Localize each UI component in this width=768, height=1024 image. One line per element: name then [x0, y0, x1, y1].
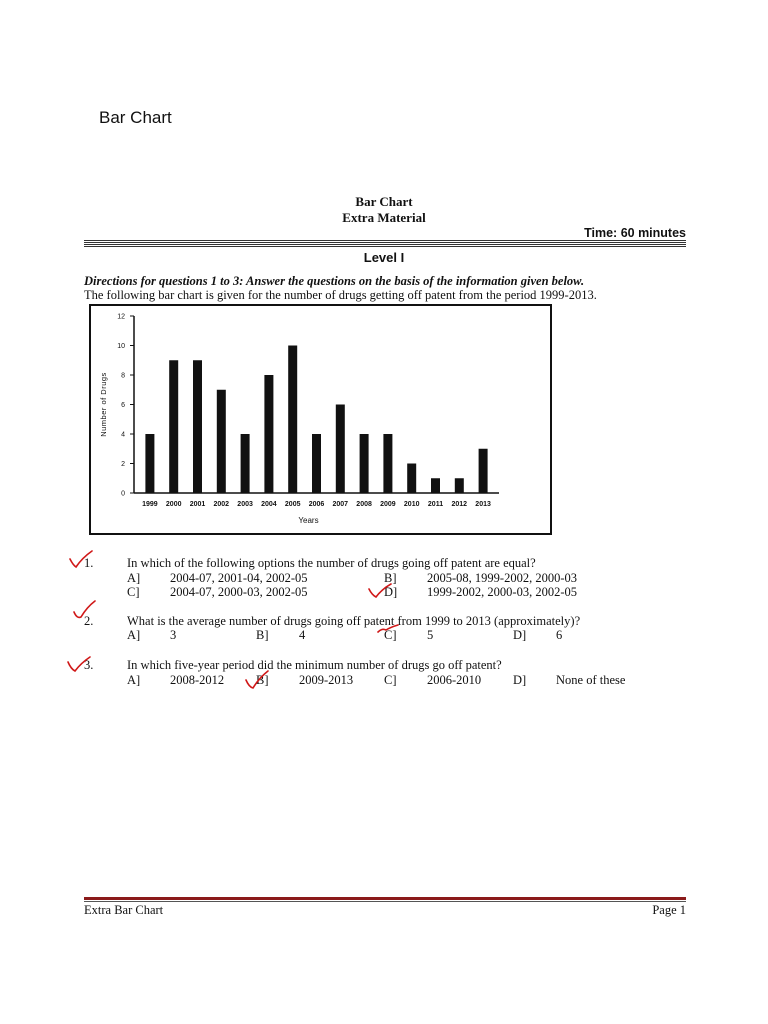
question-text: What is the average number of drugs going off patent from 1999 to 2013 (approximately)?: [127, 614, 581, 628]
directions-text: Directions for questions 1 to 3: Answer the questions on the basis of the information given below.: [84, 274, 585, 288]
bar-2010: [407, 464, 416, 494]
footer-rule: [84, 901, 686, 902]
header-rule: [84, 242, 686, 243]
x-tick-label: 2009: [380, 501, 396, 508]
x-tick-label: 2002: [213, 501, 230, 508]
y-tick-label: 4: [121, 431, 125, 439]
bar-2012: [455, 478, 464, 493]
y-tick-label: 8: [121, 372, 125, 380]
checkmark-icon: [66, 655, 92, 675]
x-tick-label: 2007: [332, 501, 349, 508]
bar-2005: [288, 346, 297, 494]
option-letter: D]: [513, 628, 527, 642]
y-tick-label: 6: [121, 402, 125, 409]
x-tick-label: 2001: [189, 501, 206, 508]
bar-2007: [336, 405, 345, 494]
header-rule: [84, 240, 686, 241]
x-tick-label: 1999: [142, 501, 158, 508]
checkmark-icon: [68, 550, 94, 570]
y-tick-label: 10: [117, 343, 125, 350]
x-tick-label: 2000: [165, 501, 182, 508]
option-text: 2005-08, 1999-2002, 2000-03: [427, 571, 577, 585]
option-text: 4: [299, 628, 306, 642]
header-rule: [84, 246, 686, 247]
bar-2001: [193, 360, 202, 493]
option-text: 2009-2013: [299, 673, 354, 687]
question-text: In which of the following options the number of drugs going off patent are equal?: [127, 556, 536, 570]
option-letter: C]: [384, 673, 397, 687]
x-tick-label: 2005: [284, 501, 301, 508]
footer-title: Extra Bar Chart: [84, 903, 164, 917]
page-number: Page 1: [652, 903, 686, 917]
option-text: 1999-2002, 2000-03, 2002-05: [427, 585, 577, 599]
bar-2004: [264, 375, 273, 493]
bar-2002: [217, 390, 226, 493]
document-title: [0, 194, 768, 226]
question-number: 2.: [84, 614, 94, 628]
checkmark-icon: [367, 581, 393, 601]
question-text: In which five-year period did the minimum number of drugs go off patent?: [127, 658, 502, 672]
bar-chart-svg: [91, 306, 550, 533]
y-axis-label: Number of Drugs: [99, 372, 108, 437]
option-text: 3: [170, 628, 177, 642]
x-tick-label: 2003: [237, 501, 253, 508]
question-number: 1.: [84, 556, 94, 570]
option-letter: A]: [127, 628, 141, 642]
option-letter: D]: [384, 585, 398, 599]
x-tick-label: 2008: [356, 501, 372, 508]
option-letter: B]: [256, 628, 269, 642]
bar-2003: [241, 434, 250, 493]
bar-2000: [169, 360, 178, 493]
option-letter: B]: [256, 673, 269, 687]
bar-2008: [360, 434, 369, 493]
document-subtitle: Extra Material: [342, 210, 426, 225]
document-title-line: Bar Chart: [355, 194, 413, 209]
page-heading: Bar Chart: [99, 108, 172, 127]
bar-2011: [431, 478, 440, 493]
option-letter: A]: [127, 673, 141, 687]
bar-2006: [312, 434, 321, 493]
y-tick-label: 12: [117, 313, 125, 321]
option-letter: C]: [384, 628, 397, 642]
y-tick-label: 0: [121, 490, 125, 498]
option-text: 5: [427, 628, 434, 642]
option-text: 2004-07, 2001-04, 2002-05: [170, 571, 308, 585]
checkmark-icon: [376, 622, 402, 642]
x-tick-label: 2006: [308, 501, 325, 508]
option-text: None of these: [556, 673, 626, 687]
option-text: 2008-2012: [170, 673, 225, 687]
intro-text: The following bar chart is given for the number of drugs getting off patent from the period 1999-2013.: [84, 288, 597, 302]
option-text: 2004-07, 2000-03, 2002-05: [170, 585, 308, 599]
option-letter: C]: [127, 585, 140, 599]
x-tick-label: 2013: [475, 501, 491, 508]
bar-2009: [383, 434, 392, 493]
x-tick-label: 2004: [261, 501, 277, 508]
checkmark-icon: [72, 600, 98, 620]
header-rule: [84, 244, 686, 245]
time-limit: Time: 60 minutes: [584, 226, 686, 240]
footer-rule: [84, 897, 686, 900]
level-heading: Level I: [363, 250, 405, 265]
question-number: 3.: [84, 658, 94, 672]
option-text: 6: [556, 628, 563, 642]
option-letter: D]: [513, 673, 527, 687]
x-axis-label: Years: [298, 516, 319, 525]
bar-chart: [89, 304, 552, 535]
bar-1999: [145, 434, 154, 493]
x-tick-label: 2011: [427, 501, 444, 508]
checkmark-icon: [244, 670, 270, 690]
option-letter: A]: [127, 571, 141, 585]
x-tick-label: 2010: [403, 501, 420, 508]
x-tick-label: 2012: [451, 501, 468, 508]
bar-2013: [479, 449, 488, 493]
option-letter: B]: [384, 571, 397, 585]
y-tick-label: 2: [121, 461, 125, 468]
option-text: 2006-2010: [427, 673, 482, 687]
